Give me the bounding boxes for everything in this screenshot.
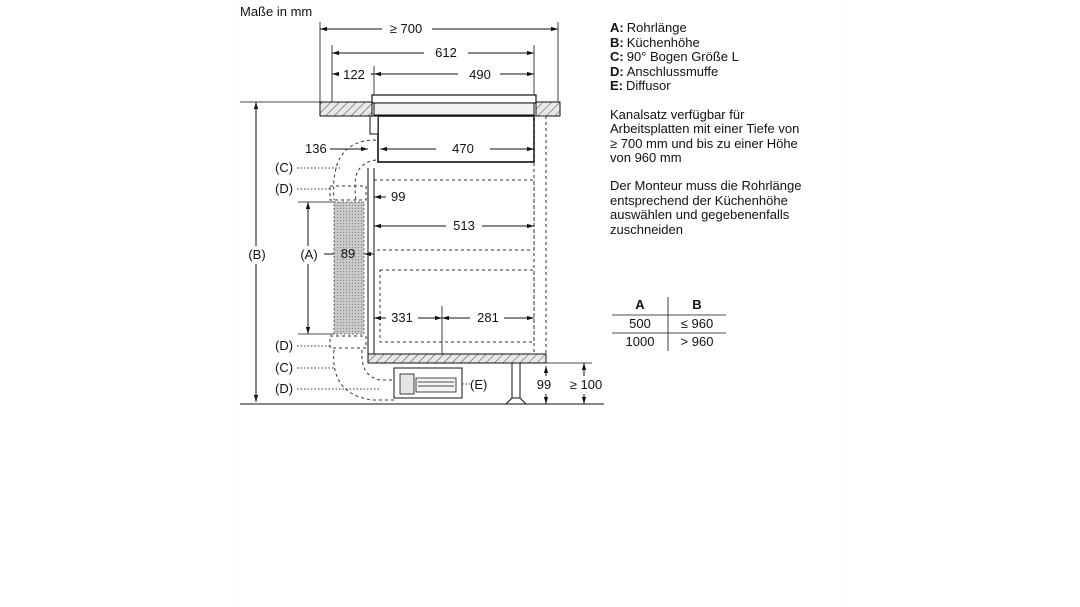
dim-hob-rear: 490	[469, 67, 491, 82]
svg-text:Kanalsatz verfügbar für: Kanalsatz verfügbar für	[610, 107, 745, 122]
dim-outlet-to-rear: 281	[477, 310, 499, 325]
dim-overall-depth: ≥ 700	[389, 21, 423, 36]
dim-pipe-gap: 99	[391, 189, 406, 204]
legend-item-b: B: Küchenhöhe	[610, 35, 700, 50]
dim-front-offset: 122	[343, 67, 365, 82]
worktop	[320, 95, 560, 162]
callout-d-top: (D)	[275, 181, 294, 196]
callout-c-bottom: (C)	[275, 360, 294, 375]
svg-text:von 960 mm: von 960 mm	[610, 150, 682, 165]
legend-item-d: D: Anschlussmuffe	[610, 64, 719, 79]
dim-pipe-offset: 136	[305, 141, 327, 156]
dim-unit-depth: 470	[452, 141, 474, 156]
dim-plinth-height: 99	[536, 377, 552, 392]
table-cell: ≤ 960	[680, 316, 714, 331]
svg-text:zuschneiden: zuschneiden	[610, 222, 683, 237]
legend-item-e: E: Diffusor	[610, 78, 671, 93]
top-dimensions	[320, 21, 558, 102]
svg-text:≥ 700 mm und bis zu einer Höhe: ≥ 700 mm und bis zu einer Höhe	[610, 136, 798, 151]
units-label: Maße in mm	[240, 4, 313, 19]
dim-drawer-depth: 513	[453, 218, 475, 233]
svg-text:entsprechend der Küchenhöhe: entsprechend der Küchenhöhe	[610, 193, 788, 208]
legend-item-a: A: Rohrlänge	[610, 20, 687, 35]
table-cell: 500	[629, 316, 651, 331]
svg-text:auswählen und gegebenenfalls: auswählen und gegebenenfalls	[610, 207, 790, 222]
note-installer	[610, 178, 801, 237]
table-cell: 1000	[625, 334, 655, 349]
svg-text:Der Monteur muss die Rohrlänge: Der Monteur muss die Rohrlänge	[610, 178, 802, 193]
callout-d-mid: (D)	[275, 338, 294, 353]
callout-c-top: (C)	[275, 160, 294, 175]
svg-text:Arbeitsplatten mit einer Tiefe: Arbeitsplatten mit einer Tiefe von	[610, 121, 800, 136]
length-table	[612, 297, 726, 351]
legend	[610, 20, 739, 93]
table-header-a: A	[635, 297, 645, 312]
callout-e: (E)	[470, 377, 488, 392]
dim-hob-depth: 612	[435, 45, 457, 60]
table-header-b: B	[692, 297, 702, 312]
note-kit	[610, 107, 799, 165]
dim-pipe-width: 89	[340, 246, 356, 261]
dim-plinth-min: ≥ 100	[569, 377, 603, 392]
table-cell: > 960	[680, 334, 714, 349]
callout-a: (A)	[300, 247, 318, 262]
legend-item-c: C: 90° Bogen Größe L	[610, 49, 739, 64]
callout-b: (B)	[248, 247, 266, 262]
dim-front-to-outlet: 331	[391, 310, 413, 325]
cabinet-base	[368, 354, 546, 404]
callout-d-bottom: (D)	[275, 381, 294, 396]
